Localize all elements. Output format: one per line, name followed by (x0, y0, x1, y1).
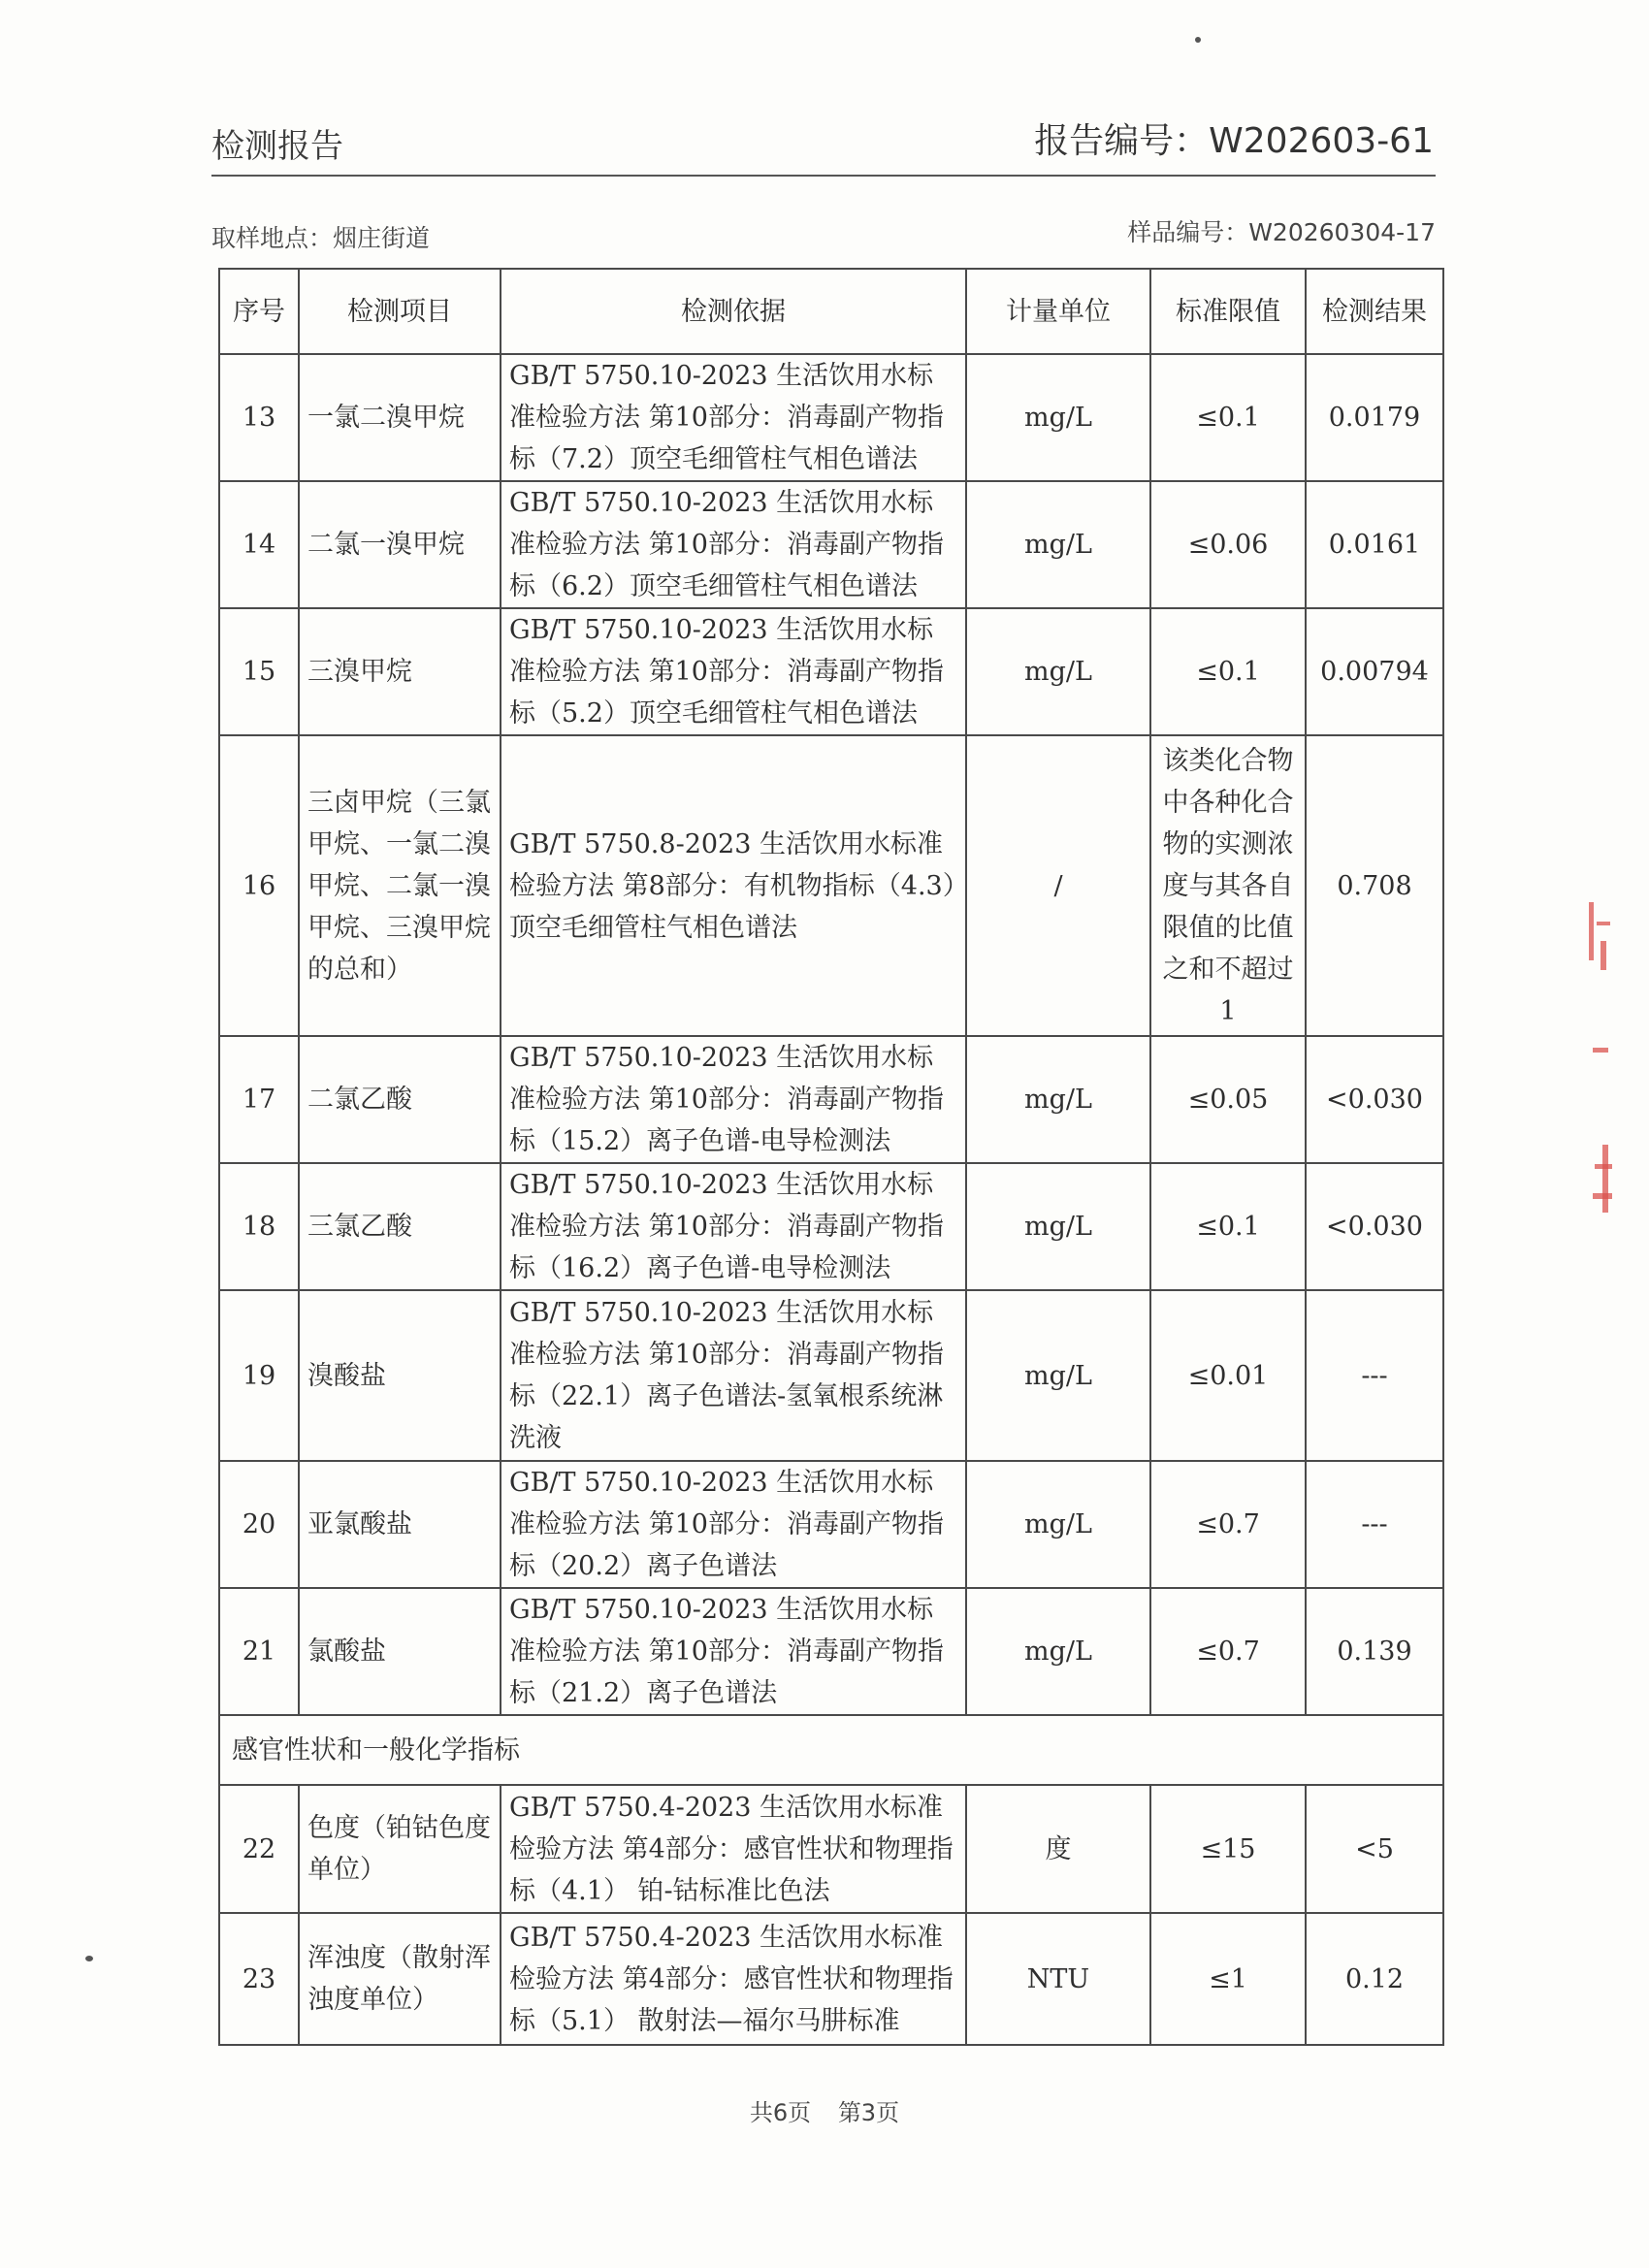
table-row (219, 1785, 1443, 1913)
column-header-result: 检测结果 (1306, 269, 1443, 354)
row-result: 0.0161 (1306, 481, 1443, 608)
row-no: 23 (219, 1913, 299, 2045)
row-item: 溴酸盐 (299, 1290, 501, 1461)
row-result: 0.00794 (1306, 608, 1443, 735)
row-unit: mg/L (966, 481, 1150, 608)
row-no: 19 (219, 1290, 299, 1461)
row-unit: mg/L (966, 1163, 1150, 1290)
table-header-row (219, 269, 1443, 354)
column-header-limit: 标准限值 (1150, 269, 1306, 354)
row-limit: ≤0.7 (1150, 1461, 1306, 1588)
row-no: 21 (219, 1588, 299, 1715)
results-table (218, 268, 1444, 2046)
table-row (219, 1163, 1443, 1290)
row-item: 浑浊度（散射浑浊度单位） (299, 1913, 501, 2045)
row-unit: mg/L (966, 608, 1150, 735)
section-title: 感官性状和一般化学指标 (219, 1715, 1443, 1785)
row-unit: mg/L (966, 1588, 1150, 1715)
row-item: 色度（铂钴色度单位） (299, 1785, 501, 1913)
row-limit: ≤0.06 (1150, 481, 1306, 608)
row-result: 0.139 (1306, 1588, 1443, 1715)
column-header-no: 序号 (219, 269, 299, 354)
table-row (219, 1913, 1443, 2045)
row-no: 14 (219, 481, 299, 608)
row-result: 0.12 (1306, 1913, 1443, 2045)
table-row (219, 1588, 1443, 1715)
row-basis: GB/T 5750.4-2023 生活饮用水标准检验方法 第4部分：感官性状和物理指标（5.1） 散射法—福尔马肼标准 (501, 1913, 966, 2045)
sample-meta (211, 213, 1436, 252)
table-row (219, 1461, 1443, 1588)
row-basis: GB/T 5750.10-2023 生活饮用水标准检验方法 第10部分：消毒副产物指标（21.2）离子色谱法 (501, 1588, 966, 1715)
row-item: 氯酸盐 (299, 1588, 501, 1715)
row-item: 一氯二溴甲烷 (299, 354, 501, 481)
row-unit: / (966, 735, 1150, 1036)
row-limit: 该类化合物中各种化合物的实测浓度与其各自限值的比值之和不超过1 (1150, 735, 1306, 1036)
row-no: 17 (219, 1036, 299, 1163)
row-result: <0.030 (1306, 1036, 1443, 1163)
row-result: --- (1306, 1290, 1443, 1461)
row-no: 22 (219, 1785, 299, 1913)
table-row (219, 481, 1443, 608)
row-result: 0.708 (1306, 735, 1443, 1036)
row-unit: mg/L (966, 1036, 1150, 1163)
table-row (219, 1036, 1443, 1163)
row-result: <0.030 (1306, 1163, 1443, 1290)
row-unit: NTU (966, 1913, 1150, 2045)
column-header-basis: 检测依据 (501, 269, 966, 354)
column-header-unit: 计量单位 (966, 269, 1150, 354)
row-basis: GB/T 5750.8-2023 生活饮用水标准检验方法 第8部分：有机物指标（4.3）顶空毛细管柱气相色谱法 (501, 735, 966, 1036)
row-no: 20 (219, 1461, 299, 1588)
row-unit: mg/L (966, 1461, 1150, 1588)
row-limit: ≤0.1 (1150, 354, 1306, 481)
row-limit: ≤0.1 (1150, 608, 1306, 735)
row-basis: GB/T 5750.10-2023 生活饮用水标准检验方法 第10部分：消毒副产物指标（20.2）离子色谱法 (501, 1461, 966, 1588)
sampling-location: 取样地点：烟庄街道 (211, 224, 431, 252)
row-basis: GB/T 5750.10-2023 生活饮用水标准检验方法 第10部分：消毒副产物指标（7.2）顶空毛细管柱气相色谱法 (501, 354, 966, 481)
row-item: 三氯乙酸 (299, 1163, 501, 1290)
seal-stamp-fragment (1583, 902, 1622, 1213)
row-item: 亚氯酸盐 (299, 1461, 501, 1588)
sample-number: 样品编号：W20260304-17 (1127, 218, 1436, 246)
row-result: 0.0179 (1306, 354, 1443, 481)
row-item: 三溴甲烷 (299, 608, 501, 735)
row-basis: GB/T 5750.10-2023 生活饮用水标准检验方法 第10部分：消毒副产物指标（16.2）离子色谱-电导检测法 (501, 1163, 966, 1290)
row-unit: mg/L (966, 1290, 1150, 1461)
row-result: --- (1306, 1461, 1443, 1588)
row-limit: ≤0.01 (1150, 1290, 1306, 1461)
column-header-item: 检测项目 (299, 269, 501, 354)
total-pages: 共6页 (749, 2099, 812, 2126)
row-limit: ≤0.05 (1150, 1036, 1306, 1163)
row-limit: ≤0.7 (1150, 1588, 1306, 1715)
section-row (219, 1715, 1443, 1785)
row-unit: 度 (966, 1785, 1150, 1913)
row-basis: GB/T 5750.4-2023 生活饮用水标准检验方法 第4部分：感官性状和物理指标（4.1） 铂-钴标准比色法 (501, 1785, 966, 1913)
row-limit: ≤1 (1150, 1913, 1306, 2045)
row-no: 15 (219, 608, 299, 735)
row-basis: GB/T 5750.10-2023 生活饮用水标准检验方法 第10部分：消毒副产物指标（6.2）顶空毛细管柱气相色谱法 (501, 481, 966, 608)
row-basis: GB/T 5750.10-2023 生活饮用水标准检验方法 第10部分：消毒副产物指标（22.1）离子色谱法-氢氧根系统淋洗液 (501, 1290, 966, 1461)
row-limit: ≤0.1 (1150, 1163, 1306, 1290)
report-header (211, 105, 1434, 175)
report-number: 报告编号：W202603-61 (1034, 121, 1434, 161)
row-unit: mg/L (966, 354, 1150, 481)
table-row (219, 354, 1443, 481)
table-row (219, 608, 1443, 735)
row-no: 16 (219, 735, 299, 1036)
row-result: <5 (1306, 1785, 1443, 1913)
page-footer (0, 2093, 1649, 2127)
table-row (219, 735, 1443, 1036)
row-no: 18 (219, 1163, 299, 1290)
row-basis: GB/T 5750.10-2023 生活饮用水标准检验方法 第10部分：消毒副产物指标（5.2）顶空毛细管柱气相色谱法 (501, 608, 966, 735)
table-row (219, 1290, 1443, 1461)
row-item: 二氯一溴甲烷 (299, 481, 501, 608)
row-basis: GB/T 5750.10-2023 生活饮用水标准检验方法 第10部分：消毒副产物指标（15.2）离子色谱-电导检测法 (501, 1036, 966, 1163)
current-page: 第3页 (837, 2099, 900, 2126)
row-limit: ≤15 (1150, 1785, 1306, 1913)
scan-speck (85, 1956, 93, 1961)
row-item: 三卤甲烷（三氯甲烷、一氯二溴甲烷、二氯一溴甲烷、三溴甲烷的总和） (299, 735, 501, 1036)
header-divider (211, 175, 1436, 177)
report-title: 检测报告 (211, 127, 343, 166)
scan-speck (1195, 37, 1201, 43)
row-no: 13 (219, 354, 299, 481)
row-item: 二氯乙酸 (299, 1036, 501, 1163)
